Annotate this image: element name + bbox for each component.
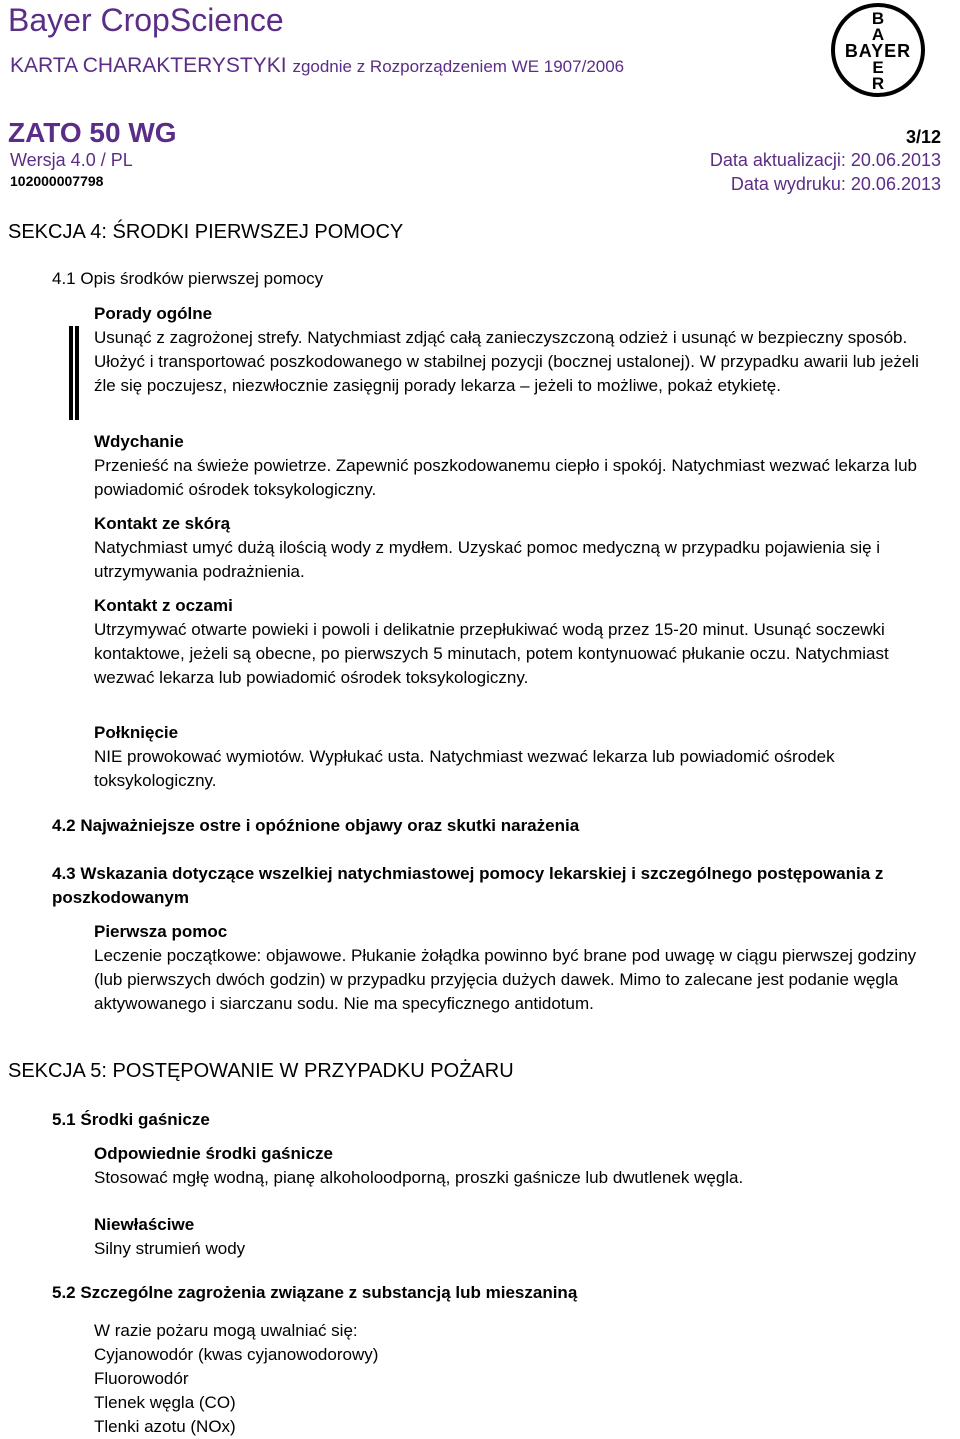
hazard-item: Cyjanowodór (kwas cyjanowodorowy) [94, 1345, 379, 1364]
bayer-logo-icon [830, 2, 926, 98]
skin-contact-text: Natychmiast umyć dużą ilością wody z mydłem. Uzyskać pomoc medyczną w przypadku pojawienia się i utrzymywania podrażnienia. [94, 538, 881, 581]
ingestion-text: NIE prowokować wymiotów. Wypłukać usta. Natychmiast wezwać lekarza lub powiadomić ośrodek toksykologiczny. [94, 747, 835, 790]
skin-contact-label: Kontakt ze skórą [94, 514, 231, 533]
svg-text:E: E [872, 58, 884, 77]
general-advice-label: Porady ogólne [94, 304, 213, 323]
unsuitable-media-label: Niewłaściwe [94, 1215, 195, 1234]
document-type-main: KARTA CHARAKTERYSTYKI [10, 54, 287, 77]
date-printed: Data wydruku: 20.06.2013 [730, 174, 941, 194]
suitable-media-text: Stosować mgłę wodną, pianę alkoholoodporną, proszki gaśnicze lub dwutlenek węgla. [94, 1168, 744, 1187]
document-type [10, 54, 624, 78]
inhalation-label: Wdychanie [94, 432, 184, 451]
version-info [10, 150, 133, 171]
version-separator: / [95, 150, 111, 170]
section-5-1-title: 5.1 Środki gaśnicze [52, 1110, 210, 1129]
eye-contact-label: Kontakt z oczami [94, 596, 233, 615]
section-4-1-title: 4.1 Opis środków pierwszej pomocy [52, 269, 324, 288]
first-aid-label: Pierwsza pomoc [94, 922, 228, 941]
document-id: 102000007798 [10, 173, 104, 189]
hazard-item: Fluorowodór [94, 1369, 189, 1388]
eye-contact-block [94, 594, 934, 690]
version-label: Wersja 4.0 [10, 150, 96, 170]
document-type-regulation: zgodnie z Rozporządzeniem WE 1907/2006 [292, 57, 625, 76]
section-4-2-title: 4.2 Najważniejsze ostre i opóźnione objawy oraz skutki narażenia [52, 816, 580, 835]
section-5-2-title: 5.2 Szczególne zagrożenia związane z substancją lub mieszaniną [52, 1283, 578, 1302]
eye-contact-text: Utrzymywać otwarte powieki i powoli i delikatnie przepłukiwać wodą przez 15-20 minut. Usunąć soczewki kontaktowe, jeżeli są obecne, po pierwszych 5 minutach, potem kontynuować płukanie oczu. Natychmiast wezwać lekarza lub powiadomić ośrodek toksykologiczny. [94, 620, 889, 687]
general-advice-text: Usunąć z zagrożonej strefy. Natychmiast zdjąć całą zanieczyszczoną odzież i usunąć w bezpieczny sposób. Ułożyć i transportować poszkodowanego w stabilnej pozycji (bocznej ustalonej). W przypadku awarii lub jeżeli źle się poczujesz, niezwłocznie zasięgnij porady lekarza – jeżeli to możliwe, pokaż etykietę. [94, 328, 919, 395]
svg-text:BAYER: BAYER [844, 41, 912, 61]
unsuitable-media-block [94, 1213, 934, 1261]
ingestion-block [94, 721, 934, 793]
skin-contact-block [94, 512, 934, 584]
product-name: ZATO 50 WG [8, 117, 177, 148]
brand-name: Bayer CropScience [8, 2, 284, 38]
suitable-media-label: Odpowiednie środki gaśnicze [94, 1144, 333, 1163]
ingestion-label: Połknięcie [94, 723, 179, 742]
combustion-hazards-intro: W razie pożaru mogą uwalniać się: [94, 1321, 358, 1340]
first-aid-text: Leczenie początkowe: objawowe. Płukanie żołądka powinno być brane pod uwagę w ciągu pierwszej godziny (lub pierwszych dwóch godzin) w przypadku przyjęcia dużych dawek. Mimo to zalecane jest podanie węgla aktywowanego i siarczanu sodu. Nie ma specyficznego antidotum. [94, 946, 917, 1013]
svg-text:A: A [871, 25, 885, 44]
section-4-title: SEKCJA 4: ŚRODKI PIERWSZEJ POMOCY [8, 221, 404, 243]
svg-text:R: R [871, 74, 885, 93]
section-5-title: SEKCJA 5: POSTĘPOWANIE W PRZYPADKU POŻARU [8, 1060, 514, 1082]
first-aid-block [94, 920, 934, 1016]
hazard-item: Tlenki azotu (NOx) [94, 1417, 236, 1436]
date-updated: Data aktualizacji: 20.06.2013 [709, 150, 941, 170]
inhalation-text: Przenieść na świeże powietrze. Zapewnić poszkodowanemu ciepło i spokój. Natychmiast wezwać lekarza lub powiadomić ośrodek toksykologiczny. [94, 456, 917, 499]
revision-bar [75, 326, 79, 420]
revision-bar [69, 326, 73, 420]
version-country: PL [110, 150, 133, 170]
hazard-item: Tlenek węgla (CO) [94, 1393, 236, 1412]
unsuitable-media-text: Silny strumień wody [94, 1239, 246, 1258]
combustion-hazards-block [94, 1319, 934, 1439]
suitable-media-block [94, 1142, 934, 1190]
general-advice-block [94, 302, 934, 398]
inhalation-block [94, 430, 934, 502]
section-4-3-title: 4.3 Wskazania dotyczące wszelkiej natychmiastowej pomocy lekarskiej i szczególnego postępowania z poszkodowanym [52, 864, 884, 907]
svg-text:B: B [871, 9, 885, 28]
page-number: 3/12 [905, 127, 941, 147]
